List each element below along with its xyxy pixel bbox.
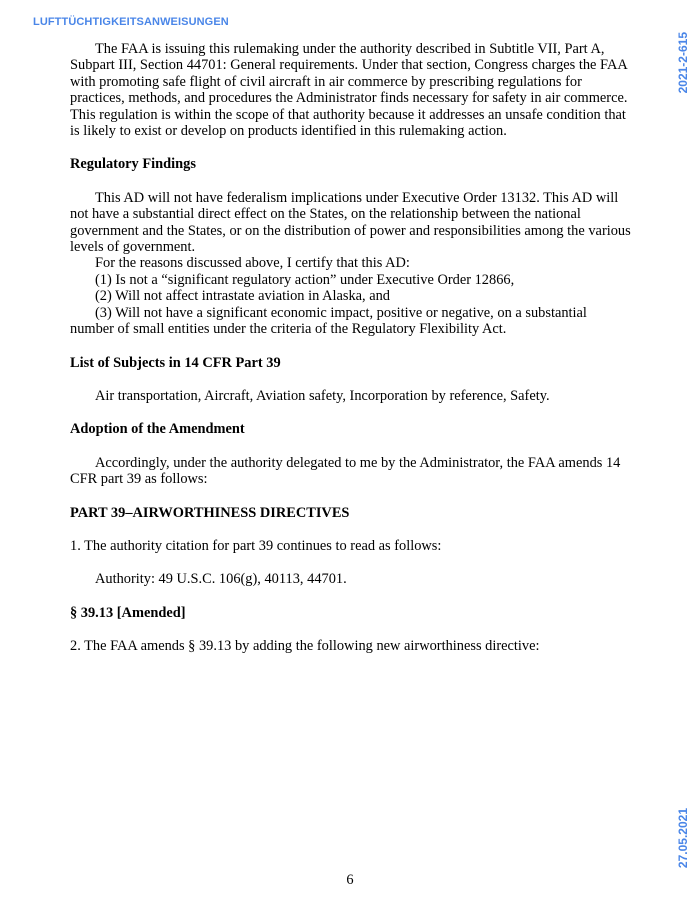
section-39-13-heading: § 39.13 [Amended] xyxy=(70,604,186,621)
finding-item-1: (1) Is not a “significant regulatory action” under Executive Order 12866, xyxy=(95,271,515,288)
regulatory-findings-heading: Regulatory Findings xyxy=(70,156,196,173)
part-39-heading: PART 39–AIRWORTHINESS DIRECTIVES xyxy=(70,504,350,521)
federalism-paragraph: This AD will not have federalism implications under Executive Order 13132. This AD will not have a substantial direct effect on the States, on the relationship between the national government and the States, or on the distribution of power and responsibilities among the various levels of government. xyxy=(70,189,631,256)
document-body xyxy=(70,41,632,655)
header-label: LUFTTÜCHTIGKEITSANWEISUNGEN xyxy=(33,16,229,28)
finding-item-3: (3) Will not have a significant economic impact, positive or negative, on a substantial number of small entities under the criteria of the Regulatory Flexibility Act. xyxy=(70,304,587,338)
document-date: 27.05.2021 xyxy=(676,808,690,869)
authority-statute-paragraph: Authority: 49 U.S.C. 106(g), 40113, 44701. xyxy=(95,571,347,588)
page-number: 6 xyxy=(346,872,354,888)
certify-paragraph: For the reasons discussed above, I certify that this AD: xyxy=(95,255,410,272)
finding-item-2: (2) Will not affect intrastate aviation in Alaska, and xyxy=(95,288,391,305)
list-of-subjects-heading: List of Subjects in 14 CFR Part 39 xyxy=(70,354,281,371)
document-number: 2021-2-615 xyxy=(676,32,690,94)
subjects-paragraph: Air transportation, Aircraft, Aviation safety, Incorporation by reference, Safety. xyxy=(95,387,550,404)
authority-citation-paragraph: 1. The authority citation for part 39 continues to read as follows: xyxy=(70,537,442,554)
adoption-heading: Adoption of the Amendment xyxy=(70,421,245,438)
authority-paragraph: The FAA is issuing this rulemaking under the authority described in Subtitle VII, Part A, Subpart III, Section 44701: General requirements. Under that section, Congress charges the FAA with promoting safe flight of civil aircraft in air commerce by prescribing regulations for practices, methods, and procedures the Administrator finds necessary for safety in air commerce. This regulation is within the scope of that authority because it addresses an unsafe condition that is likely to exist or develop on products identified in this rulemaking action. xyxy=(70,41,628,140)
adoption-paragraph: Accordingly, under the authority delegated to me by the Administrator, the FAA amends 14 CFR part 39 as follows: xyxy=(70,454,621,488)
amendment-paragraph: 2. The FAA amends § 39.13 by adding the following new airworthiness directive: xyxy=(70,638,540,655)
